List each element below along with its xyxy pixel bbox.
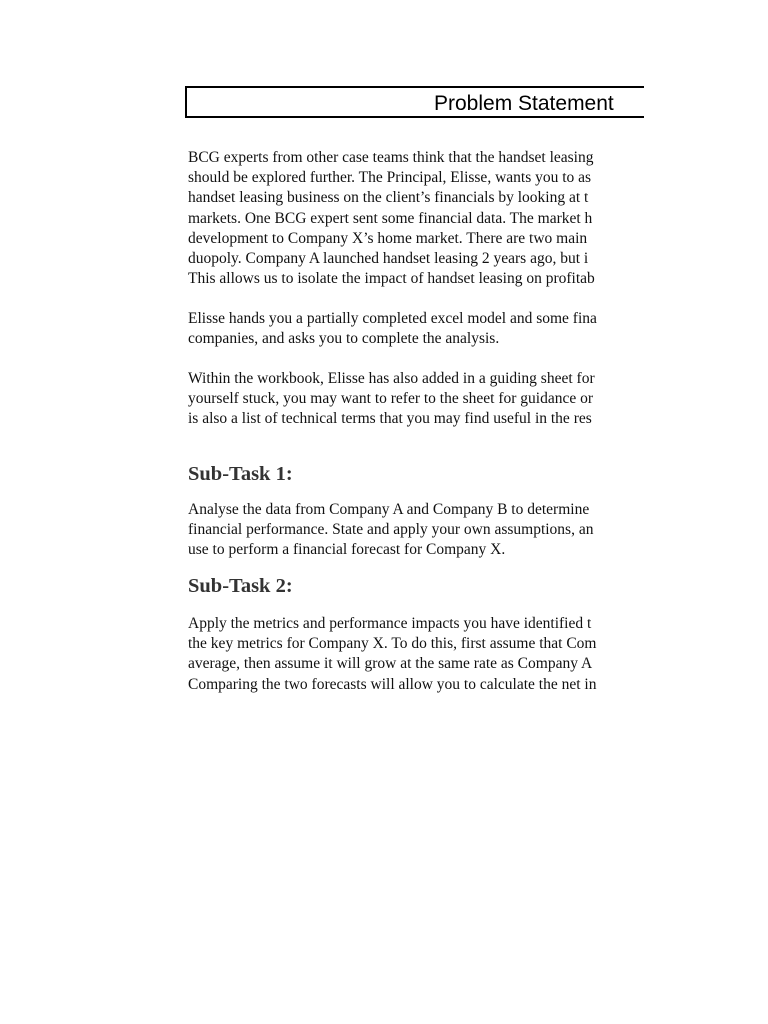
text-line: This allows us to isolate the impact of handset leasing on profitab — [188, 270, 595, 288]
text-line: Apply the metrics and performance impacts you have identified t — [188, 615, 592, 632]
text-line: Analyse the data from Company A and Company B to determine — [188, 501, 590, 518]
text-line: financial performance. State and apply your own assumptions, an — [188, 521, 594, 539]
subtask-1-heading: Sub-Task 1: — [188, 463, 293, 485]
text-line: should be explored further. The Principal, Elisse, wants you to as — [188, 169, 592, 187]
text-line: is also a list of technical terms that you may find useful in the res — [188, 410, 592, 428]
text-line: markets. One BCG expert sent some financial data. The market h — [188, 209, 593, 227]
page-content — [185, 86, 644, 786]
subtask-2-paragraph — [188, 614, 597, 695]
text-line: BCG experts from other case teams think that the handset leasing — [188, 149, 594, 166]
text-line: average, then assume it will grow at the same rate as Company A — [188, 655, 593, 673]
subtask-1-paragraph — [188, 500, 593, 561]
text-line: duopoly. Company A launched handset leasing 2 years ago, but i — [188, 250, 589, 268]
text-line: development to Company X’s home market. There are two main — [188, 229, 588, 247]
text-line: Elisse hands you a partially completed excel model and some fina — [188, 310, 597, 327]
text-line: handset leasing business on the client’s financials by looking at t — [188, 189, 589, 207]
model-paragraph — [188, 309, 597, 349]
subtask-2-heading: Sub-Task 2: — [188, 575, 293, 597]
page-title: Problem Statement — [434, 92, 614, 115]
text-line: companies, and asks you to complete the analysis. — [188, 330, 500, 348]
title-box — [185, 86, 644, 118]
workbook-paragraph — [188, 369, 595, 430]
text-line: Within the workbook, Elisse has also added in a guiding sheet for — [188, 370, 595, 387]
intro-paragraph — [188, 148, 595, 289]
text-line: use to perform a financial forecast for Company X. — [188, 541, 506, 559]
text-line: Comparing the two forecasts will allow you to calculate the net in — [188, 675, 597, 693]
text-line: the key metrics for Company X. To do this, first assume that Com — [188, 635, 597, 653]
text-line: yourself stuck, you may want to refer to the sheet for guidance or — [188, 390, 594, 408]
